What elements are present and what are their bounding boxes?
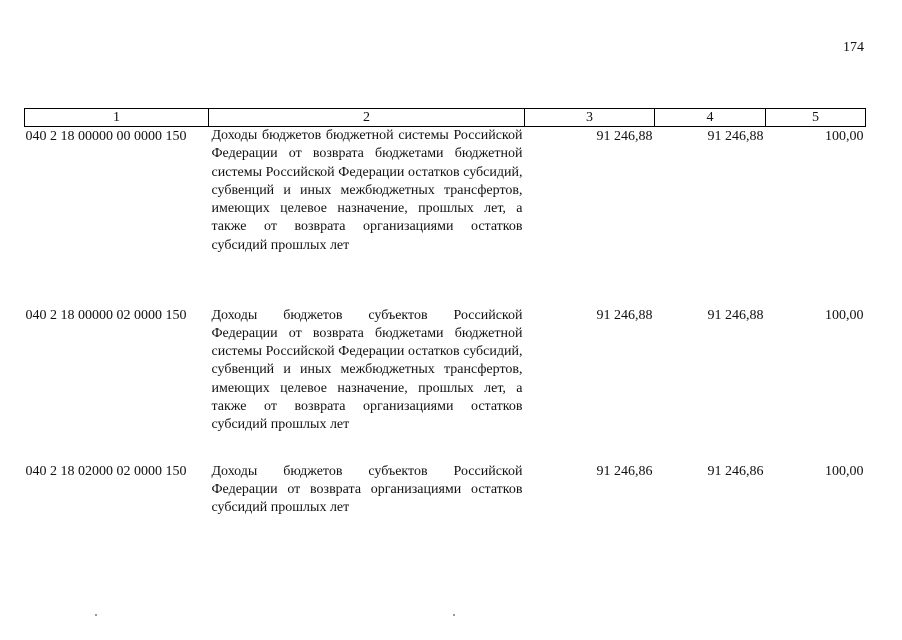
scan-speck bbox=[95, 614, 97, 616]
row-name: Доходы бюджетов субъектов Российской Федерации от возврата организациями остатков субсидий прошлых лет bbox=[211, 463, 523, 516]
row-value-col3: 91 246,88 bbox=[596, 129, 653, 144]
header-col-5: 5 bbox=[766, 109, 866, 127]
row-value-col5: 100,00 bbox=[825, 307, 864, 323]
row-code: 040 2 18 00000 02 0000 150 bbox=[25, 307, 187, 323]
header-col-1: 1 bbox=[25, 109, 209, 127]
row-value-col4: 91 246,88 bbox=[707, 307, 764, 323]
row-value-col3: 91 246,86 bbox=[596, 463, 653, 479]
header-col-2: 2 bbox=[209, 109, 525, 127]
table-header-row bbox=[25, 109, 866, 127]
row-value-col4: 91 246,88 bbox=[707, 129, 764, 144]
table-row bbox=[25, 127, 866, 307]
row-code: 040 2 18 00000 00 0000 150 bbox=[25, 129, 187, 144]
table-row bbox=[25, 307, 866, 463]
row-value-col3: 91 246,88 bbox=[596, 307, 653, 323]
scan-speck bbox=[453, 614, 455, 616]
header-col-3: 3 bbox=[525, 109, 655, 127]
row-name: Доходы бюджетов субъектов Российской Федерации от возврата бюджетами бюджетной системы Российской Федерации остатков субсидий, субвенций и иных межбюджетных трансфертов, имеющих целевое назначение, прошлых лет, а также от возврата организациями остатков субсидий прошлых лет bbox=[211, 307, 523, 433]
page-number: 174 bbox=[843, 40, 864, 55]
row-name: Доходы бюджетов бюджетной системы Российской Федерации от возврата бюджетами бюджетной системы Российской Федерации остатков субсидий, субвенций и иных межбюджетных трансфертов, имеющих целевое назначение, прошлых лет, а также от возврата организациями остатков субсидий прошлых лет bbox=[211, 128, 523, 253]
table-row bbox=[25, 463, 866, 518]
row-code: 040 2 18 02000 02 0000 150 bbox=[25, 463, 187, 479]
row-value-col5: 100,00 bbox=[825, 129, 864, 144]
budget-table bbox=[24, 108, 866, 517]
header-col-4: 4 bbox=[655, 109, 766, 127]
row-value-col4: 91 246,86 bbox=[707, 463, 764, 479]
row-value-col5: 100,00 bbox=[825, 463, 864, 479]
